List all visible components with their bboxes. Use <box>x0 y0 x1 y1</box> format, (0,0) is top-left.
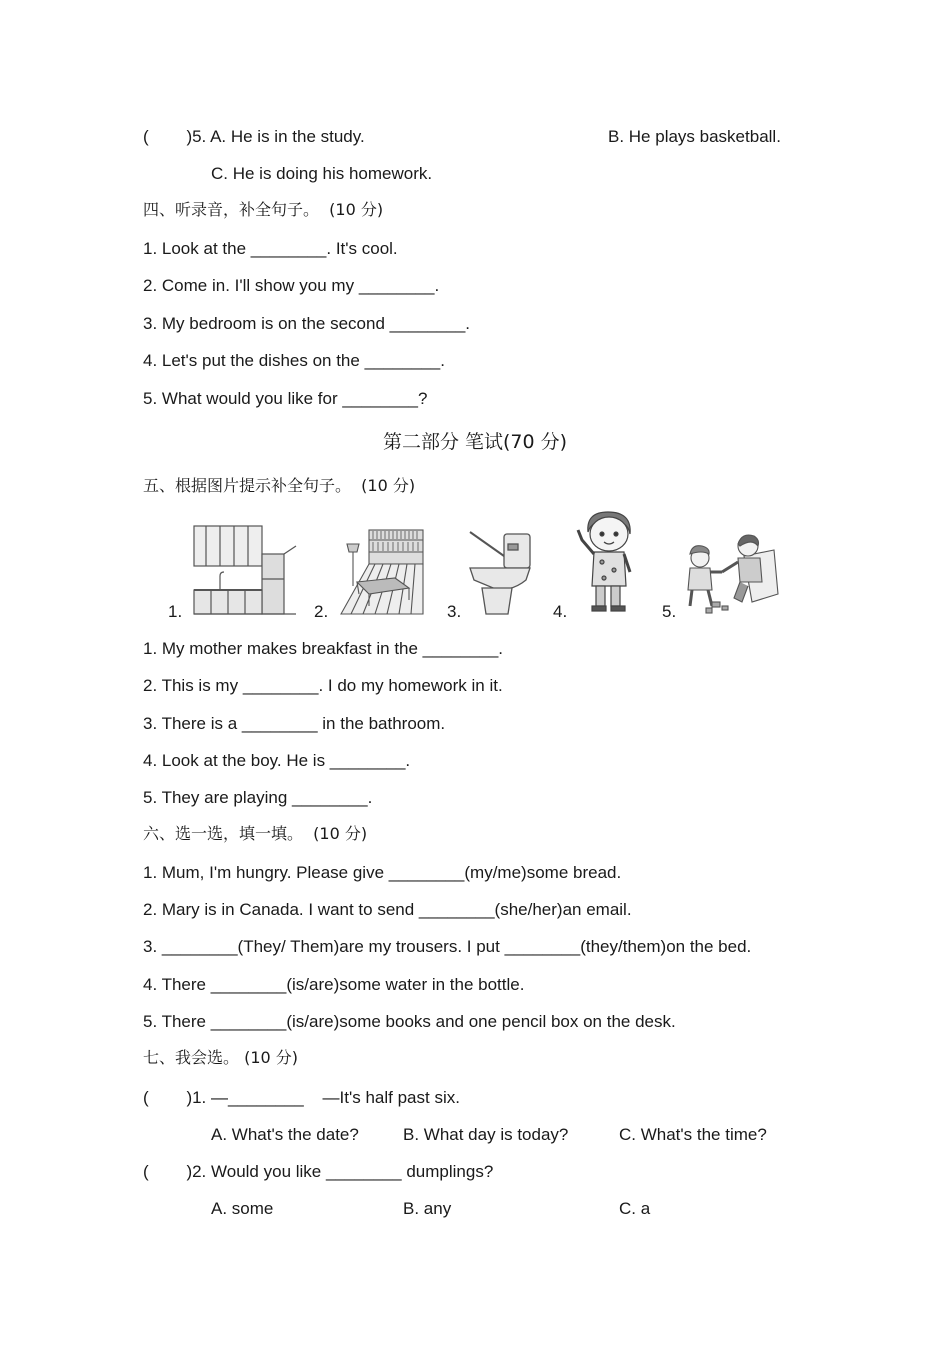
sec4-item-4: 4. Let's put the dishes on the ________. <box>143 351 445 370</box>
pic-label-5: 5. <box>662 602 677 621</box>
sec7-q1-stem: ( )1. —________ —It's half past six. <box>143 1088 460 1107</box>
sec7-q1-option-c: C. What's the time? <box>619 1125 767 1144</box>
part-2-title: 第二部分 笔试(70 分) <box>382 431 568 453</box>
sec6-item-1: 1. Mum, I'm hungry. Please give ________(my/me)some bread. <box>143 863 622 882</box>
sec5-item-4: 4. Look at the boy. He is ________. <box>143 751 411 770</box>
sec7-q2-stem: ( )2. Would you like ________ dumplings? <box>143 1162 494 1181</box>
section-6-title: 六、选一选，填一填。 (10 分) <box>143 824 368 843</box>
sec4-item-1: 1. Look at the ________. It's cool. <box>143 239 398 258</box>
pic-label-4: 4. <box>553 602 568 621</box>
kids-playing-picture <box>682 532 780 616</box>
study-picture <box>339 528 425 616</box>
sec7-q2-option-b: B. any <box>403 1199 452 1218</box>
pic-label-1: 1. <box>168 602 183 621</box>
sec6-item-4: 4. There ________(is/are)some water in the bottle. <box>143 975 525 994</box>
sec5-item-5: 5. They are playing ________. <box>143 788 373 807</box>
pic-label-2: 2. <box>314 602 329 621</box>
sec5-item-2: 2. This is my ________. I do my homework in it. <box>143 676 503 695</box>
sec4-item-2: 2. Come in. I'll show you my ________. <box>143 276 440 295</box>
q5-option-b: B. He plays basketball. <box>608 127 781 146</box>
sec7-q2-option-c: C. a <box>619 1199 651 1218</box>
sec5-item-1: 1. My mother makes breakfast in the ________. <box>143 639 504 658</box>
toilet-picture <box>468 530 534 616</box>
sec6-item-3: 3. ________(They/ Them)are my trousers. I put ________(they/them)on the bed. <box>143 937 752 956</box>
section-4-title: 四、听录音，补全句子。 (10 分) <box>143 200 384 219</box>
sec4-item-5: 5. What would you like for ________? <box>143 389 428 408</box>
boy-picture <box>574 508 642 614</box>
section-5-title: 五、根据图片提示补全句子。 (10 分) <box>143 476 416 495</box>
sec5-item-3: 3. There is a ________ in the bathroom. <box>143 714 446 733</box>
q5-stem: ( )5. A. He is in the study. <box>143 127 365 146</box>
q5-option-c: C. He is doing his homework. <box>211 164 433 183</box>
pic-label-3: 3. <box>447 602 462 621</box>
sec6-item-2: 2. Mary is in Canada. I want to send ________(she/her)an email. <box>143 900 632 919</box>
kitchen-picture <box>192 524 298 616</box>
sec6-item-5: 5. There ________(is/are)some books and one pencil box on the desk. <box>143 1012 676 1031</box>
section-7-title: 七、我会选。 (10 分) <box>143 1048 299 1067</box>
sec7-q2-option-a: A. some <box>211 1199 274 1218</box>
sec7-q1-option-b: B. What day is today? <box>403 1125 569 1144</box>
sec7-q1-option-a: A. What's the date? <box>211 1125 359 1144</box>
sec4-item-3: 3. My bedroom is on the second ________. <box>143 314 470 333</box>
